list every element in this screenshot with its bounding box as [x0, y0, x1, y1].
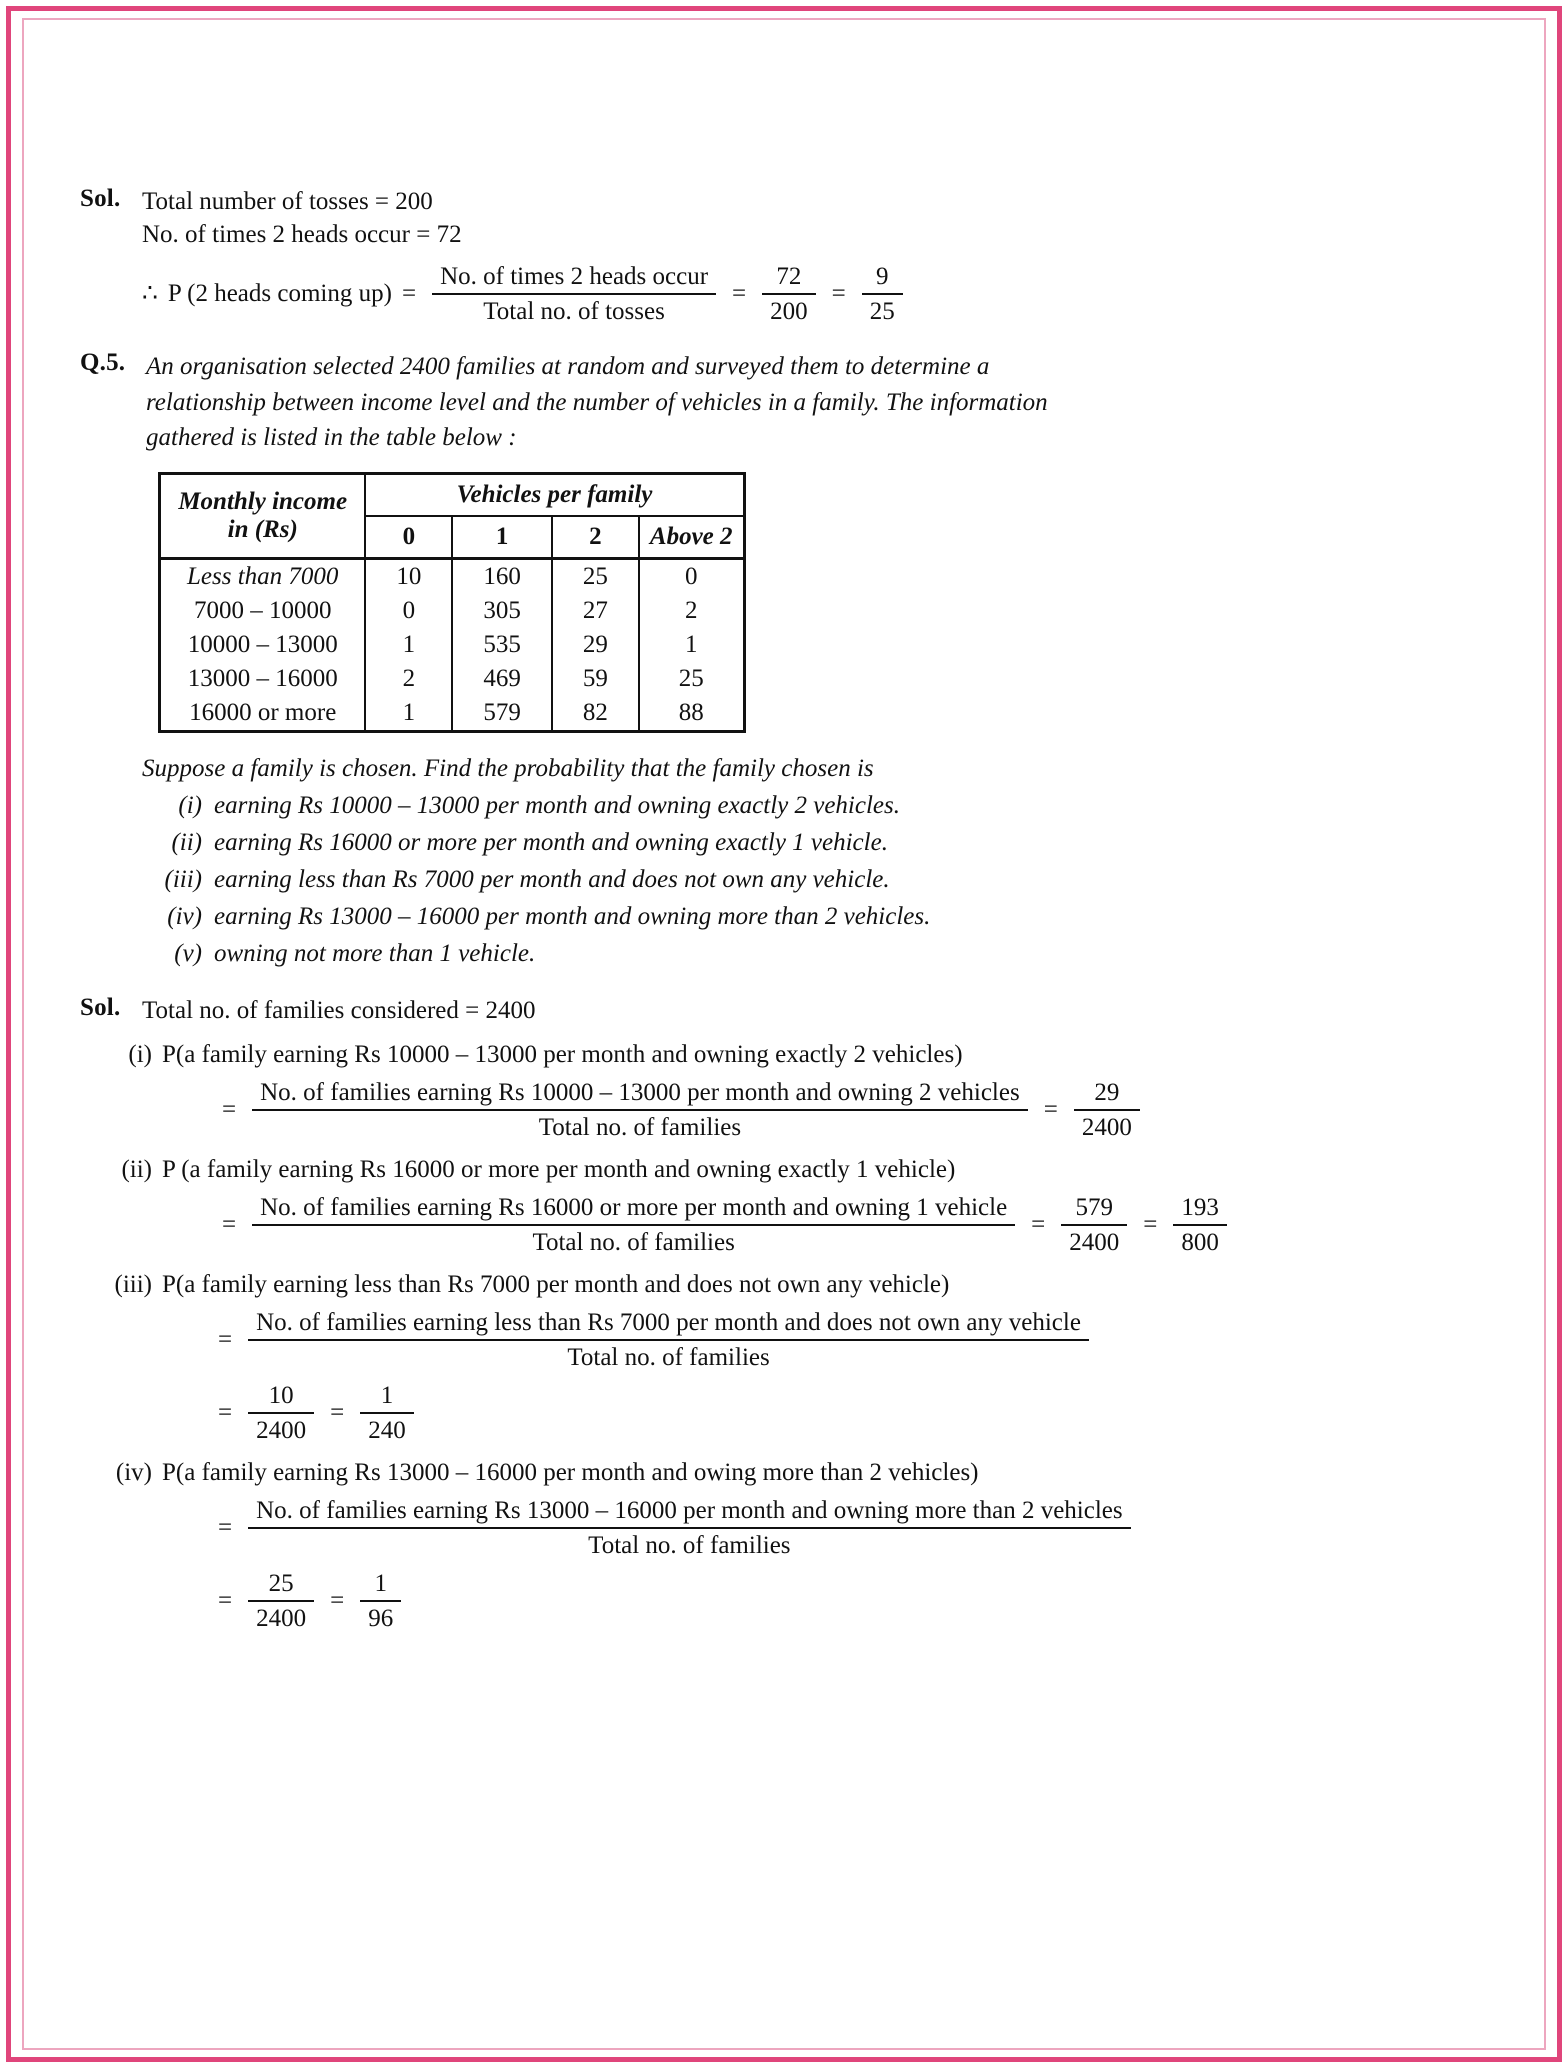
- fraction-numerator: No. of families earning Rs 10000 – 13000 per month and owning 2 vehicles: [260, 1078, 1020, 1106]
- solution-part-iv: [80, 1459, 1480, 1487]
- column-header-above-2: Above 2: [639, 516, 744, 559]
- question-5-text: [146, 349, 1441, 456]
- question-label: Q.5.: [80, 349, 126, 376]
- fraction-denominator: 2400: [248, 1412, 314, 1445]
- fraction-denominator: 800: [1173, 1224, 1227, 1257]
- equals-sign-1: =: [401, 280, 417, 308]
- list-item: [142, 935, 1480, 972]
- probability-expression: P (2 heads coming up): [167, 280, 392, 308]
- fraction-numerator: No. of families earning Rs 13000 – 16000 per month and owning more than 2 vehicles: [256, 1496, 1123, 1524]
- cell-value: 27: [552, 594, 639, 628]
- cell-value: 160: [452, 558, 552, 594]
- prompt-list: [142, 787, 1480, 972]
- fraction-simplified: [1173, 1194, 1227, 1257]
- fraction-numerator: 29: [1094, 1078, 1120, 1106]
- list-item: [142, 898, 1480, 935]
- equals-sign: =: [222, 1096, 237, 1123]
- vehicles-table-wrap: [158, 472, 1480, 733]
- fraction-words: [248, 1309, 1089, 1372]
- cell-value: 2: [639, 594, 744, 628]
- equals-sign: =: [218, 1399, 233, 1426]
- question-line-1: An organisation selected 2400 families at random and surveyed them to determine a: [146, 353, 990, 380]
- part-statement: P(a family earning Rs 10000 – 13000 per month and owning exactly 2 vehicles): [162, 1040, 963, 1068]
- cell-value: 88: [639, 696, 744, 732]
- fraction-result: [1074, 1079, 1140, 1142]
- fraction-denominator: Total no. of tosses: [432, 293, 716, 326]
- solution-label: Sol.: [80, 185, 121, 212]
- fraction-numerator: 10: [268, 1381, 294, 1409]
- solution-part-iii-result: [208, 1382, 1480, 1445]
- list-item-marker: (iv): [167, 902, 202, 930]
- column-header-2: 2: [552, 516, 639, 559]
- fraction-numerator: 1: [380, 1381, 394, 1409]
- fraction-numerator: No. of times 2 heads occur: [440, 263, 709, 290]
- solution-q4-block: [80, 185, 1480, 251]
- fraction-denominator: 240: [360, 1412, 414, 1445]
- fraction-result: [1061, 1194, 1127, 1257]
- group-header-cell: Vehicles per family: [365, 473, 744, 516]
- cell-value: 25: [639, 662, 744, 696]
- fraction-words: [248, 1497, 1131, 1560]
- table-head: [160, 473, 745, 558]
- fraction-denominator: 96: [360, 1600, 401, 1633]
- list-item-text: earning Rs 16000 or more per month and owning exactly 1 vehicle.: [214, 828, 888, 856]
- list-item-marker: (ii): [171, 828, 202, 856]
- fraction-numerator: 9: [876, 263, 889, 290]
- equals-sign: =: [330, 1587, 345, 1614]
- list-item-marker: (iii): [164, 865, 202, 893]
- column-header-1: 1: [452, 516, 552, 559]
- fraction-denominator: Total no. of families: [248, 1339, 1089, 1372]
- table-body: [160, 558, 745, 731]
- fraction-denominator: 2400: [248, 1600, 314, 1633]
- therefore-symbol: ∴: [142, 280, 158, 308]
- solution-part-iii-equation: [208, 1309, 1480, 1372]
- fraction-72-200: [762, 263, 816, 325]
- cell-value: 0: [639, 558, 744, 594]
- row-header-cell: [160, 473, 366, 558]
- fraction-result: [248, 1382, 314, 1445]
- question-5-block: [80, 349, 1480, 456]
- solution-part-ii: [80, 1156, 1480, 1184]
- fraction-denominator: Total no. of families: [252, 1109, 1028, 1142]
- list-item-marker: (i): [178, 791, 202, 819]
- fraction-simplified: [360, 1382, 414, 1445]
- solution-part-iv-equation: [208, 1497, 1480, 1560]
- list-item-text: owning not more than 1 vehicle.: [214, 939, 536, 967]
- fraction-result: [248, 1570, 314, 1633]
- solution-part-ii-equation: [212, 1194, 1480, 1257]
- fraction-numerator: 193: [1181, 1193, 1219, 1221]
- cell-value: 579: [452, 696, 552, 732]
- table-row: [160, 594, 745, 628]
- list-item: [142, 824, 1480, 861]
- equals-sign: =: [218, 1514, 233, 1541]
- row-label: 16000 or more: [160, 696, 366, 732]
- equals-sign: =: [218, 1326, 233, 1353]
- cell-value: 1: [365, 696, 452, 732]
- part-marker: (i): [128, 1040, 152, 1068]
- fraction-words: [252, 1079, 1028, 1142]
- table-row: [160, 628, 745, 662]
- fraction-denominator: 25: [862, 293, 903, 326]
- list-item-text: earning Rs 13000 – 16000 per month and owning more than 2 vehicles.: [214, 902, 931, 930]
- cell-value: 535: [452, 628, 552, 662]
- fraction-words: [432, 263, 716, 325]
- row-label: Less than 7000: [160, 558, 366, 594]
- fraction-denominator: 2400: [1061, 1224, 1127, 1257]
- fraction-numerator: No. of families earning Rs 16000 or more per month and owning 1 vehicle: [260, 1193, 1008, 1221]
- cell-value: 2: [365, 662, 452, 696]
- solution-part-iv-result: [208, 1570, 1480, 1633]
- equals-sign: =: [1031, 1211, 1046, 1238]
- list-item-marker: (v): [174, 939, 202, 967]
- question-line-2: relationship between income level and the number of vehicles in a family. The information: [146, 388, 1048, 416]
- heads-occur-line: No. of times 2 heads occur = 72: [142, 221, 462, 248]
- equals-sign: =: [330, 1399, 345, 1426]
- cell-value: 82: [552, 696, 639, 732]
- fraction-numerator: 1: [374, 1569, 387, 1597]
- part-statement: P(a family earning Rs 13000 – 16000 per month and owing more than 2 vehicles): [162, 1458, 979, 1486]
- prompt-intro: Suppose a family is chosen. Find the probability that the family chosen is: [142, 754, 874, 782]
- cell-value: 59: [552, 662, 639, 696]
- column-header-0: 0: [365, 516, 452, 559]
- cell-value: 305: [452, 594, 552, 628]
- fraction-denominator: 200: [762, 293, 816, 326]
- fraction-simplified: [360, 1570, 401, 1633]
- solution-q5-block: [80, 994, 1480, 1027]
- total-tosses-line: Total number of tosses = 200: [142, 188, 433, 215]
- page-content: [80, 185, 1480, 1633]
- part-marker: (iii): [114, 1270, 152, 1298]
- question-line-3: gathered is listed in the table below :: [146, 424, 517, 451]
- row-header-line-1: Monthly income: [178, 487, 348, 515]
- row-label: 10000 – 13000: [160, 628, 366, 662]
- table-row: [160, 558, 745, 594]
- cell-value: 29: [552, 628, 639, 662]
- fraction-denominator: Total no. of families: [248, 1527, 1131, 1560]
- solution-q4-body: [142, 185, 462, 251]
- fraction-numerator: 579: [1075, 1193, 1114, 1221]
- fraction-numerator: 25: [268, 1569, 294, 1597]
- solution-part-i: [80, 1041, 1480, 1069]
- part-statement: P (a family earning Rs 16000 or more per month and owning exactly 1 vehicle): [162, 1155, 956, 1183]
- solution-label: Sol.: [80, 993, 121, 1021]
- solution-part-i-equation: [212, 1079, 1480, 1142]
- equals-sign: =: [222, 1211, 237, 1238]
- solution-total-line: Total no. of families considered = 2400: [142, 996, 536, 1024]
- row-label: 13000 – 16000: [160, 662, 366, 696]
- table-row: [160, 662, 745, 696]
- list-item: [142, 787, 1480, 824]
- fraction-numerator: No. of families earning less than Rs 7000 per month and does not own any vehicle: [256, 1308, 1081, 1336]
- table-row: [160, 696, 745, 732]
- fraction-numerator: 72: [776, 263, 802, 290]
- list-item-text: earning less than Rs 7000 per month and does not own any vehicle.: [214, 865, 890, 893]
- cell-value: 469: [452, 662, 552, 696]
- row-label: 7000 – 10000: [160, 594, 366, 628]
- cell-value: 25: [552, 558, 639, 594]
- probability-equation-q4: [142, 263, 1480, 325]
- fraction-9-25: [862, 263, 903, 325]
- solution-part-iii: [80, 1271, 1480, 1299]
- part-marker: (iv): [115, 1458, 152, 1486]
- equals-sign: =: [1043, 1096, 1058, 1123]
- equals-sign: =: [1143, 1211, 1158, 1238]
- equals-sign-3: =: [831, 280, 846, 308]
- fraction-denominator: Total no. of families: [252, 1224, 1015, 1257]
- part-marker: (ii): [121, 1155, 152, 1183]
- list-item: [142, 861, 1480, 898]
- part-statement: P(a family earning less than Rs 7000 per month and does not own any vehicle): [162, 1270, 950, 1298]
- table-header-row-1: [160, 473, 745, 516]
- row-header-line-2: in (Rs): [227, 515, 298, 543]
- fraction-words: [252, 1194, 1015, 1257]
- cell-value: 1: [365, 628, 452, 662]
- cell-value: 1: [639, 628, 744, 662]
- list-item-text: earning Rs 10000 – 13000 per month and owning exactly 2 vehicles.: [214, 791, 900, 819]
- income-vehicles-table: [158, 472, 746, 733]
- fraction-denominator: 2400: [1074, 1109, 1140, 1142]
- cell-value: 10: [365, 558, 452, 594]
- equals-sign-2: =: [732, 280, 747, 308]
- cell-value: 0: [365, 594, 452, 628]
- equals-sign: =: [218, 1587, 233, 1614]
